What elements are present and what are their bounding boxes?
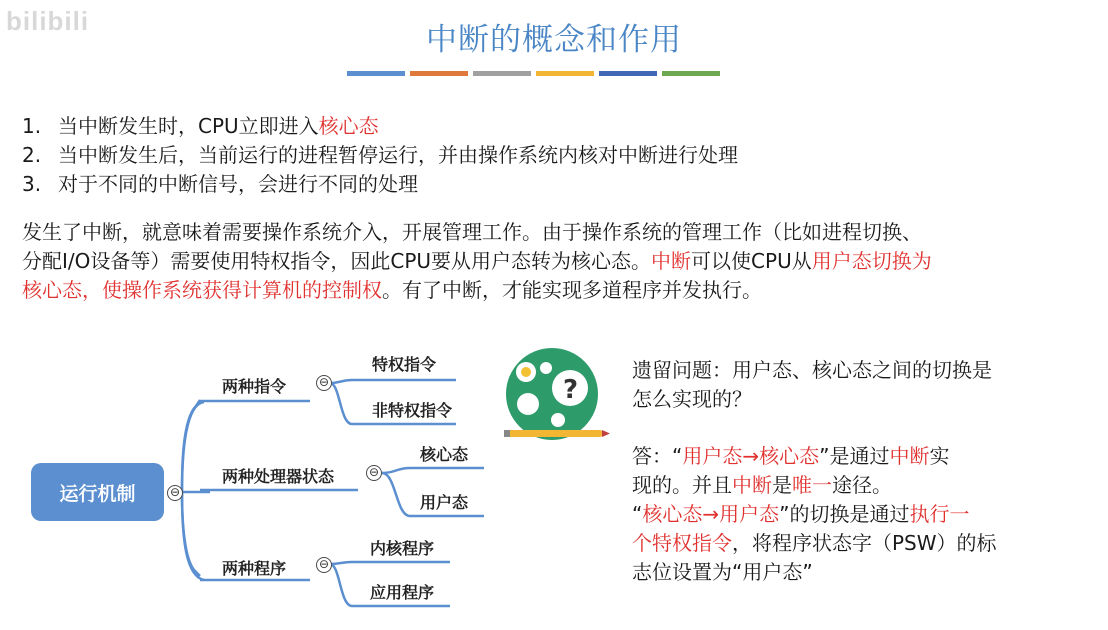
question-line <box>632 356 1072 385</box>
answer-line <box>632 471 1072 500</box>
qa-text: “ <box>632 502 643 526</box>
mindmap-leaf[interactable]: 用户态 <box>420 493 469 512</box>
list-text: 当中断发生时，CPU立即进入 <box>58 114 319 138</box>
mindmap-leaf[interactable]: 非特权指令 <box>372 401 453 420</box>
spacer <box>632 414 1072 442</box>
collapse-toggle-icon[interactable]: ⊖ <box>167 485 183 501</box>
qa-text: ”是通过 <box>819 444 890 468</box>
list-number: 3. <box>22 172 42 196</box>
collapse-toggle-icon[interactable]: ⊖ <box>316 375 332 391</box>
qa-text: 是 <box>772 473 792 497</box>
qa-text: 途径。 <box>832 473 892 497</box>
paragraph-text: 分配I/O设备等）需要使用特权指令，因此CPU要从用户态转为核心态。 <box>22 249 652 273</box>
mindmap-leaf[interactable]: 内核程序 <box>370 539 435 558</box>
list-text: 对于不同的中断信号，会进行不同的处理 <box>58 172 418 196</box>
list-number: 2. <box>22 143 42 167</box>
list-text: 当中断发生后，当前运行的进程暂停运行，并由操作系统内核对中断进行处理 <box>58 143 738 167</box>
list-highlight: 核心态 <box>318 114 379 138</box>
mindmap-root[interactable]: 运行机制 <box>31 463 164 521</box>
page-title: 中断的概念和作用 <box>426 22 682 58</box>
qa-highlight: 执行一 <box>909 502 970 526</box>
qa-highlight: 核心态→用户态 <box>642 502 780 526</box>
qa-highlight: 唯一 <box>792 473 832 497</box>
qa-text: ”的切换是通过 <box>779 502 910 526</box>
qa-text: 实 <box>929 444 950 468</box>
qa-highlight: 个特权指令 <box>632 531 732 555</box>
accent-bar <box>662 71 720 76</box>
paragraph-highlight: 用户态切换为 <box>811 249 932 273</box>
paragraph-text: 。有了中断，才能实现多道程序并发执行。 <box>382 278 762 302</box>
watermark-logo: bilibili <box>6 6 90 36</box>
question-answer-block <box>632 356 1072 587</box>
collapse-toggle-icon[interactable]: ⊖ <box>316 557 332 573</box>
paragraph-highlight: 核心态，使操作系统获得计算机的控制权 <box>22 278 382 302</box>
qa-text: 遗留问题：用户态、核心态之间的切换是 <box>632 358 992 382</box>
answer-line <box>632 442 1072 471</box>
qa-text: 现的。并且 <box>632 473 732 497</box>
paragraph-text: 可以使CPU从 <box>691 249 812 273</box>
qa-highlight: 中断 <box>889 444 930 468</box>
qa-highlight: 用户态→核心态 <box>682 444 820 468</box>
mindmap-leaf[interactable]: 核心态 <box>420 445 469 464</box>
mindmap-leaf[interactable]: 应用程序 <box>370 583 435 602</box>
paragraph-highlight: 中断 <box>651 249 692 273</box>
mindmap-branch-processor-states[interactable]: 两种处理器状态 <box>222 467 335 486</box>
answer-line <box>632 529 1072 558</box>
paragraph-text: 发生了中断，就意味着需要操作系统介入，开展管理工作。由于操作系统的管理工作（比如进程切换、 <box>22 220 922 244</box>
list-number: 1. <box>22 114 42 138</box>
qa-text: 志位设置为“用户态” <box>632 560 813 584</box>
qa-text: ，将程序状态字（PSW）的标 <box>732 531 997 555</box>
qa-text: 怎么实现的？ <box>632 387 752 411</box>
svg-text:?: ? <box>563 375 579 405</box>
mindmap-branch-programs[interactable]: 两种程序 <box>222 559 287 578</box>
question-thinking-icon <box>500 346 612 446</box>
qa-highlight: 中断 <box>732 473 772 497</box>
question-line <box>632 385 1072 414</box>
answer-line <box>632 500 1072 529</box>
mindmap-branch-instructions[interactable]: 两种指令 <box>222 377 287 396</box>
qa-text: 答：“ <box>632 444 683 468</box>
collapse-toggle-icon[interactable]: ⊖ <box>366 465 382 481</box>
mindmap-leaf[interactable]: 特权指令 <box>372 355 437 374</box>
answer-line <box>632 558 1072 587</box>
